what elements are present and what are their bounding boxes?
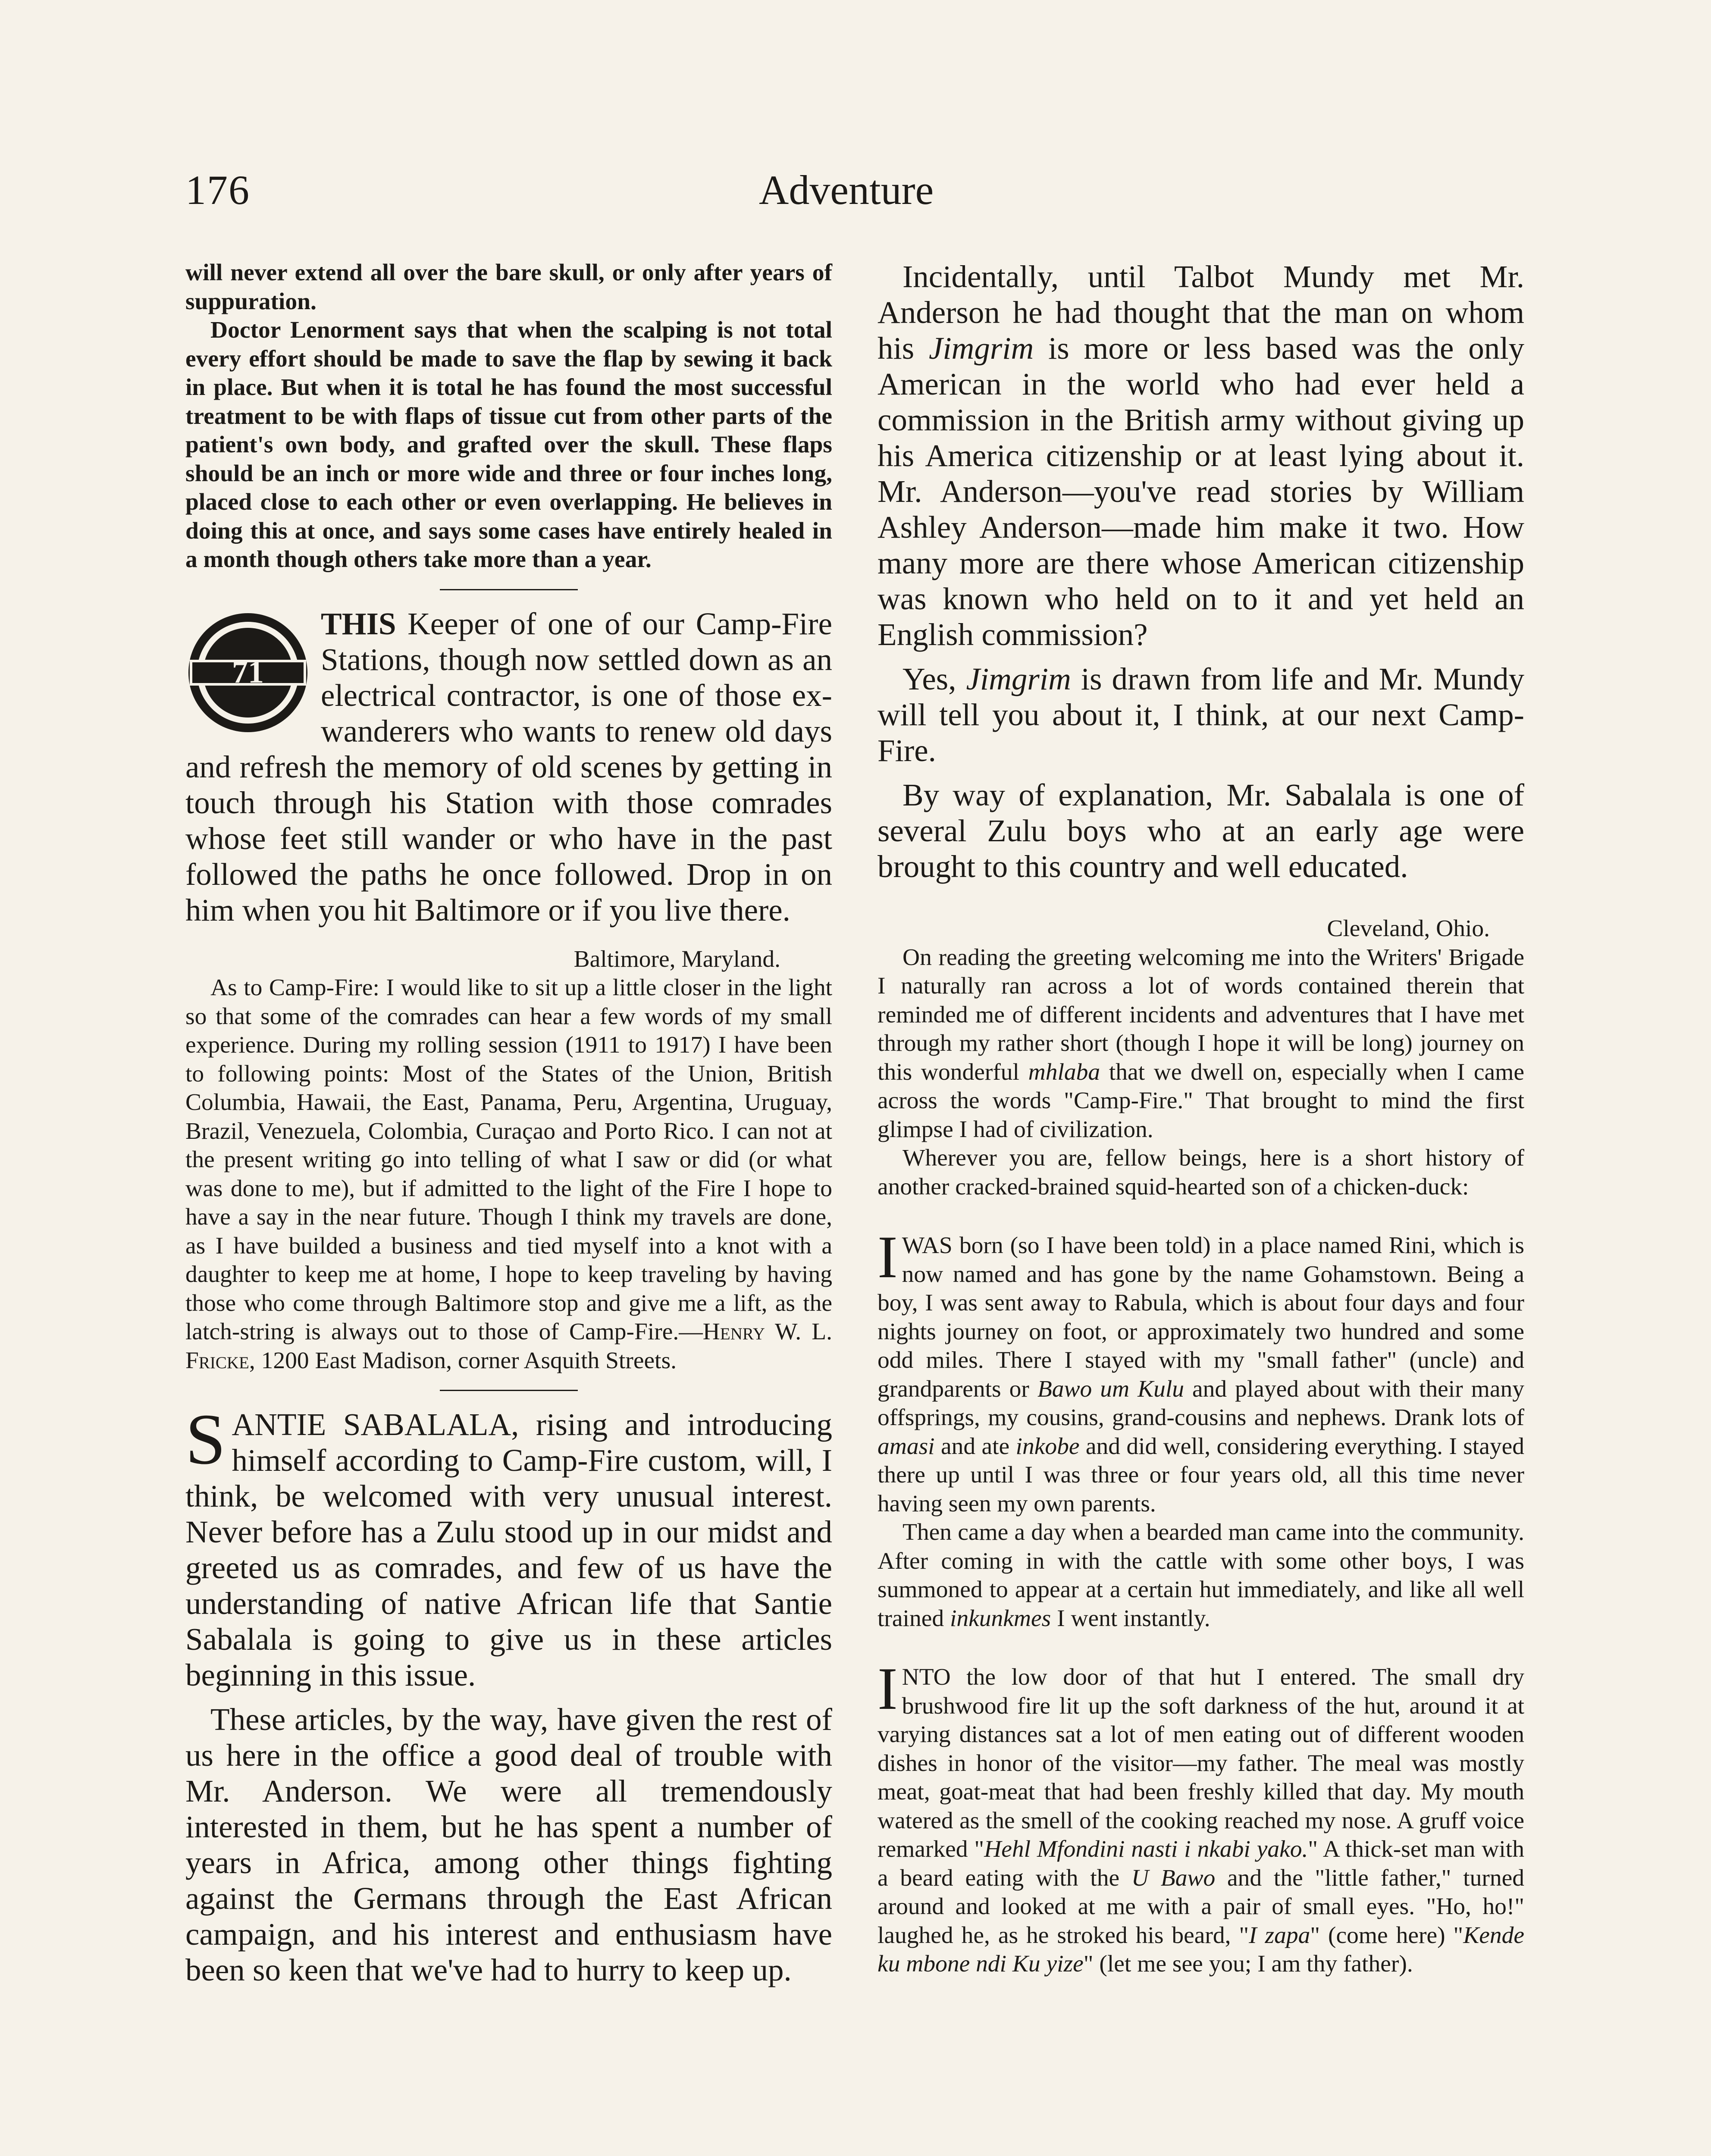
- station-71-badge: [185, 610, 310, 735]
- drop-cap: S: [185, 1399, 226, 1479]
- station-lead-word: THIS: [321, 606, 396, 641]
- station-description: THIS Keeper of one of our Camp-Fire Stations, though now settled down as an electrical contractor, is one of those ex-wanderers who wants to renew old days and refresh the memory of old scenes by getting in touch through his Station with those comrades whose feet still wander or who have in the past followed the paths he once followed. Drop in on him when you hit Baltimore or if you live there.: [185, 606, 832, 928]
- story-section: I WAS born (so I have been told) in a place named Rini, which is now named and has gone by the name Gohamstown. Being a boy, I was sent away to Rabula, which is about four days and four nights journey on foot, or approximately two hundred and some odd miles. There I stayed with my "small father" (uncle) and grandparents or Bawo um Kulu and played about with their many offsprings, my cousins, grand-cousins and nephews. Drank lots of amasi and ate inkobe and did well, considering everything. I stayed there up until I was three or four years old, all this time never having seen my own parents.: [877, 1224, 1524, 1517]
- article-paragraph: Yes, Jimgrim is drawn from life and Mr. Mundy will tell you about it, I think, at our next Camp-Fire.: [877, 661, 1524, 768]
- station-number: 71: [232, 654, 264, 690]
- station-notice: [185, 606, 832, 928]
- story-paragraph: Then came a day when a bearded man came into the community. After coming in with the cattle with some other boys, I was summoned to appear at a certain hut immediately, and like all well trained inkunkmes I went instantly.: [877, 1519, 1524, 1632]
- right-column: [877, 259, 1524, 1979]
- page-header: [185, 166, 1656, 226]
- magazine-title: Adventure: [759, 167, 934, 213]
- article-paragraph: Doctor Lenorment says that when the scalping is not total every effort should be made to save the flap by sewing it back in place. But when it is total he has found the most successful treatment to be with flaps of tissue cut from other parts of the patient's own body, and grafted over the skull. These flaps should be an inch or more wide and three or four inches long, placed close to each other or even overlapping. He believes in doing this at once, and says some cases have entirely healed in a month though others take more than a year.: [185, 317, 832, 573]
- section-divider: [440, 589, 578, 590]
- section-divider: [440, 1390, 578, 1391]
- letter-location: Cleveland, Ohio.: [1327, 915, 1490, 942]
- drop-cap: I: [877, 1224, 898, 1291]
- sabalala-intro: SANTIE SABALALA, rising and introducing himself according to Camp-Fire custom, will, I think, be welcomed with very unusual interest. Never before has a Zulu stood up in our midst and greeted us as comrades, and few of us have the understanding of native African life that Santie Sabalala is going to give us in these articles beginning in this issue.: [185, 1399, 832, 1692]
- station-badge-icon: [185, 610, 310, 735]
- letter-signature: Henry W. L. Fricke,: [185, 1319, 832, 1374]
- letter-location: Baltimore, Maryland.: [573, 946, 780, 972]
- letter-body: Wherever you are, fellow beings, here is a short history of another cracked-brained squid-hearted son of a chicken-duck:: [877, 1145, 1524, 1200]
- page-number: 176: [185, 167, 250, 213]
- left-column: [185, 259, 832, 1988]
- article-continuation-paragraph: will never extend all over the bare skull, or only after years of suppuration.: [185, 260, 832, 315]
- article-paragraph: By way of explanation, Mr. Sabalala is one of several Zulu boys who at an early age were brought to this country and well educated.: [877, 777, 1524, 884]
- letter-body: As to Camp-Fire: I would like to sit up a little closer in the light so that some of the comrades can hear a few words of my small experience. During my rolling session (1911 to 1917) I have been to following points: Most of the States of the Union, British Columbia, Hawaii, the East, Panama, Peru, Argentina, Uruguay, Brazil, Venezuela, Colombia, Curaçao and Porto Rico. I can not at the present writing go into telling of what I saw or did (or what was done to me), but if admitted to the light of the Fire I hope to have a say in the near future. Though I think my travels are done, as I have builded a business and tied myself into a knot with a daughter to keep me at home, I hope to keep traveling by having those who come through Baltimore stop and give me a lift, as the latch-string is always out to those of Camp-Fire.—Henry W. L. Fricke, 1200 East Madison, corner Asquith Streets.: [185, 975, 832, 1374]
- drop-cap: I: [877, 1655, 898, 1722]
- article-paragraph: These articles, by the way, have given the rest of us here in the office a good deal of trouble with Mr. Anderson. We were all tremendously interested in them, but he has spent a number of years in Africa, among other things fighting against the Germans through the East African campaign, and his interest and enthusiasm have been so keen that we've had to hurry to keep up.: [185, 1702, 832, 1987]
- story-section: INTO the low door of that hut I entered. The small dry brushwood fire lit up the soft darkness of the hut, around it at varying distances sat a lot of men eating out of different wooden dishes in honor of the visitor—my father. The meal was mostly meat, goat-meat that had been freshly killed that day. My mouth watered as the smell of the cooking reached my nose. A gruff voice remarked "Hehl Mfondini nasti i nkabi yako." A thick-set man with a beard eating with the U Bawo and the "little father," turned around and looked at me with a pair of small eyes. "Ho, ho!" laughed he, as he stroked his beard, "I zapa" (come here) "Kende ku mbone ndi Ku yize" (let me see you; I am thy father).: [877, 1655, 1524, 1977]
- letter-body: On reading the greeting welcoming me into the Writers' Brigade I naturally ran across a lot of words contained therein that reminded me of different incidents and adventures that I have met through my rather short (though I hope it will be long) journey on this wonderful mhlaba that we dwell on, especially when I came across the words "Camp-Fire." That brought to mind the first glimpse I had of civilization.: [877, 944, 1524, 1143]
- article-paragraph: Incidentally, until Talbot Mundy met Mr. Anderson he had thought that the man on whom his Jimgrim is more or less based was the only American in the world who had ever held a commission in the British army without giving up his America citizenship or at least lying about it. Mr. Anderson—you've read stories by William Ashley Anderson—made him make it two. How many more are there whose American citizenship was known who held on to it and yet held an English commission?: [877, 259, 1524, 652]
